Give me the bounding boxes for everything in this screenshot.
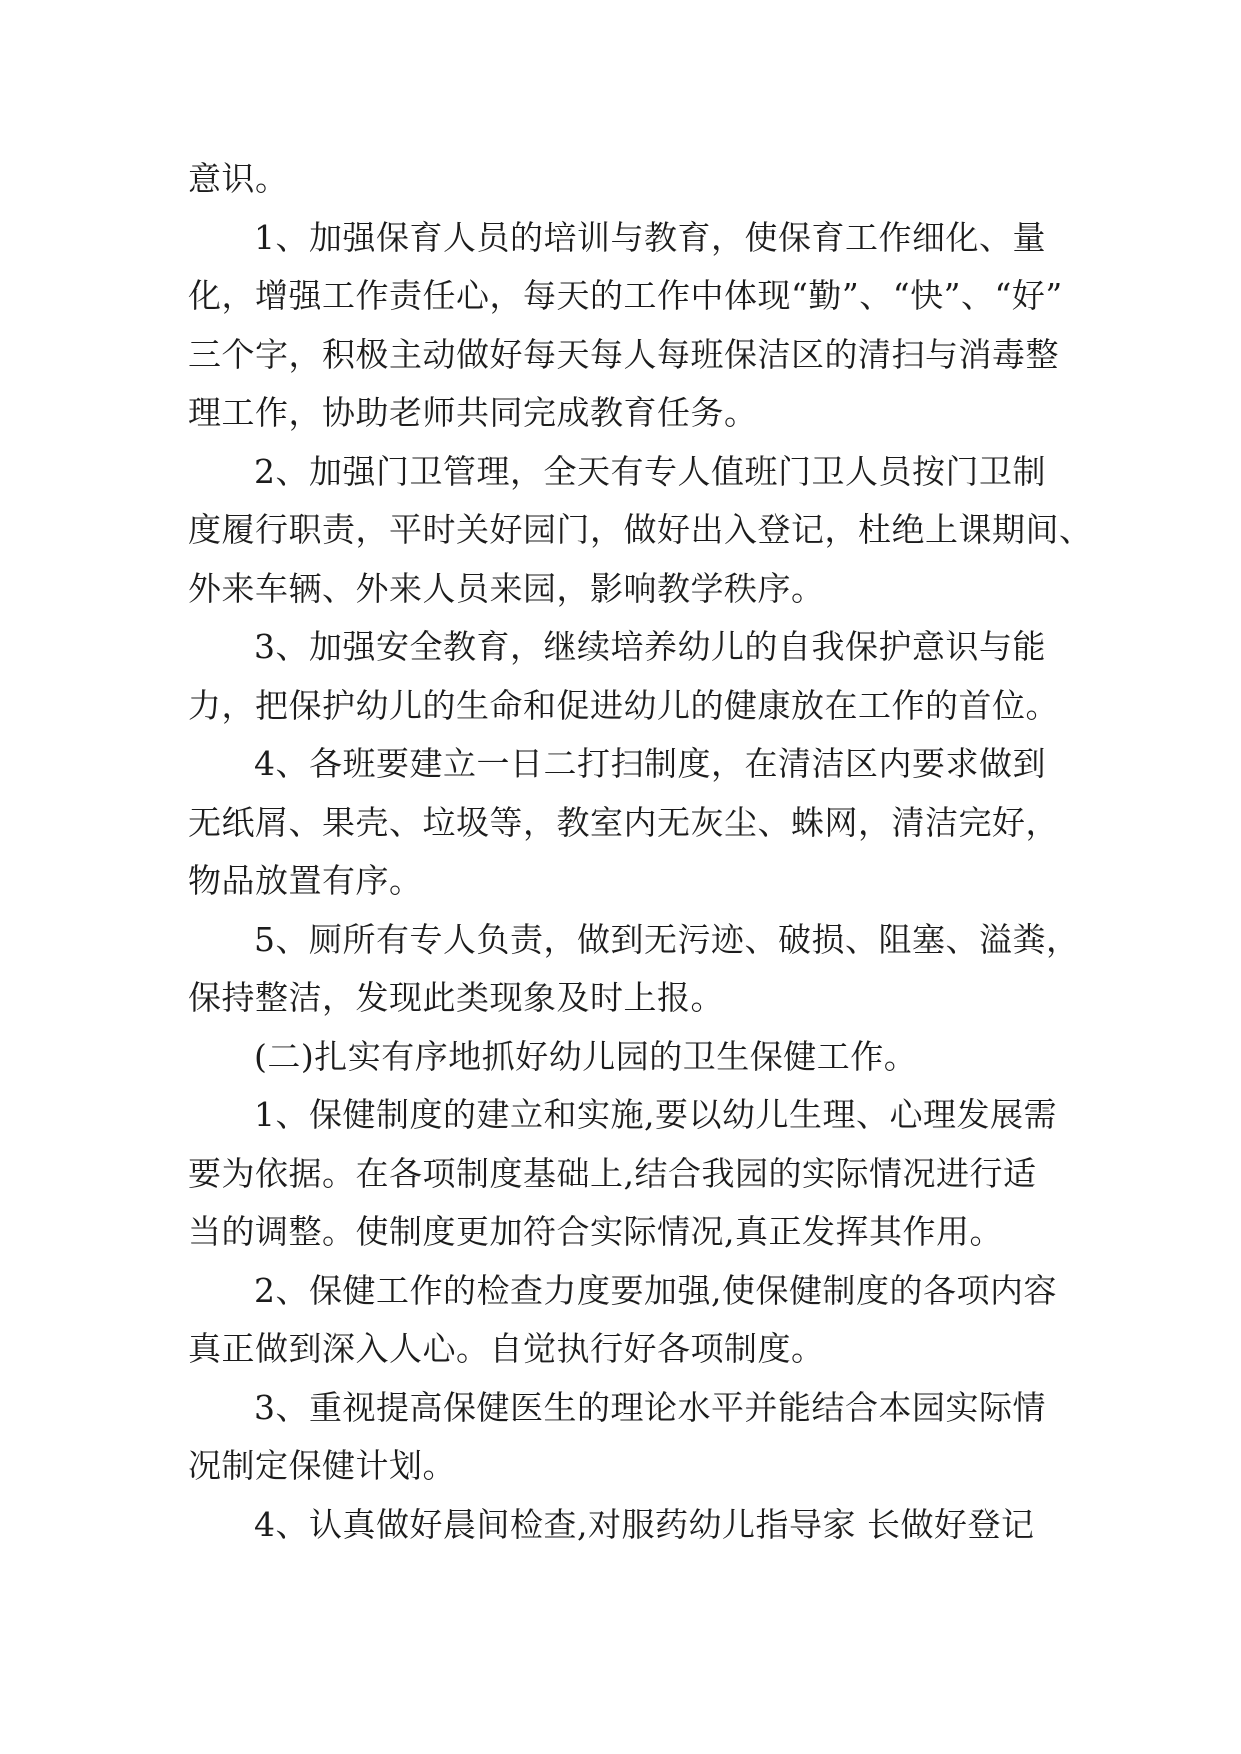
- text-line-17: 1、保健制度的建立和实施,要以幼儿生理、心理发展需: [254, 1095, 1057, 1134]
- text-line-19: 当的调整。使制度更加符合实际情况,真正发挥其作用。: [188, 1212, 1003, 1251]
- text-line-24: 4、认真做好晨间检查,对服药幼儿指导家 长做好登记: [254, 1504, 1035, 1544]
- text-line-23: 况制定保健计划。: [188, 1446, 456, 1485]
- text-line-2: 1、加强保育人员的培训与教育，使保育工作细化、量: [254, 217, 1046, 257]
- text-line-10: 力，把保护幼儿的生命和促进幼儿的健康放在工作的首位。: [188, 685, 1059, 725]
- text-line-9: 3、加强安全教育，继续培养幼儿的自我保护意识与能: [254, 627, 1046, 666]
- text-line-5: 理工作，协助老师共同完成教育任务。: [188, 393, 758, 432]
- text-line-4: 三个字，积极主动做好每天每人每班保洁区的清扫与消毒整: [188, 334, 1059, 374]
- text-line-14: 5、厕所有专人负责，做到无污迹、破损、阻塞、溢粪，: [254, 919, 1080, 959]
- text-line-13: 物品放置有序。: [188, 861, 423, 900]
- document-body: [188, 150, 1093, 1554]
- text-line-8: 外来车辆、外来人员来园，影响教学秩序。: [188, 568, 825, 608]
- text-line-3: 化，增强工作责任心，每天的工作中体现“勤”、“快”、“好”: [188, 276, 1063, 315]
- text-line-20: 2、保健工作的检查力度要加强,使保健制度的各项内容: [254, 1270, 1057, 1310]
- section-heading: (二)扎实有序地抓好幼儿园的卫生保健工作。: [254, 1036, 918, 1076]
- text-line-15: 保持整洁，发现此类现象及时上报。: [188, 978, 724, 1017]
- text-line-7: 度履行职责，平时关好园门，做好出入登记，杜绝上课期间、: [188, 510, 1093, 549]
- text-line-21: 真正做到深入人心。自觉执行好各项制度。: [188, 1329, 825, 1368]
- text-line-6: 2、加强门卫管理，全天有专人值班门卫人员按门卫制: [254, 451, 1046, 491]
- text-line-1: 意识。: [188, 159, 289, 198]
- text-line-18: 要为依据。在各项制度基础上,结合我园的实际情况进行适: [188, 1153, 1037, 1193]
- text-line-12: 无纸屑、果壳、垃圾等，教室内无灰尘、蛛网，清洁完好，: [188, 802, 1059, 842]
- text-line-11: 4、各班要建立一日二打扫制度，在清洁区内要求做到: [254, 744, 1046, 783]
- text-line-22: 3、重视提高保健医生的理论水平并能结合本园实际情: [254, 1387, 1046, 1427]
